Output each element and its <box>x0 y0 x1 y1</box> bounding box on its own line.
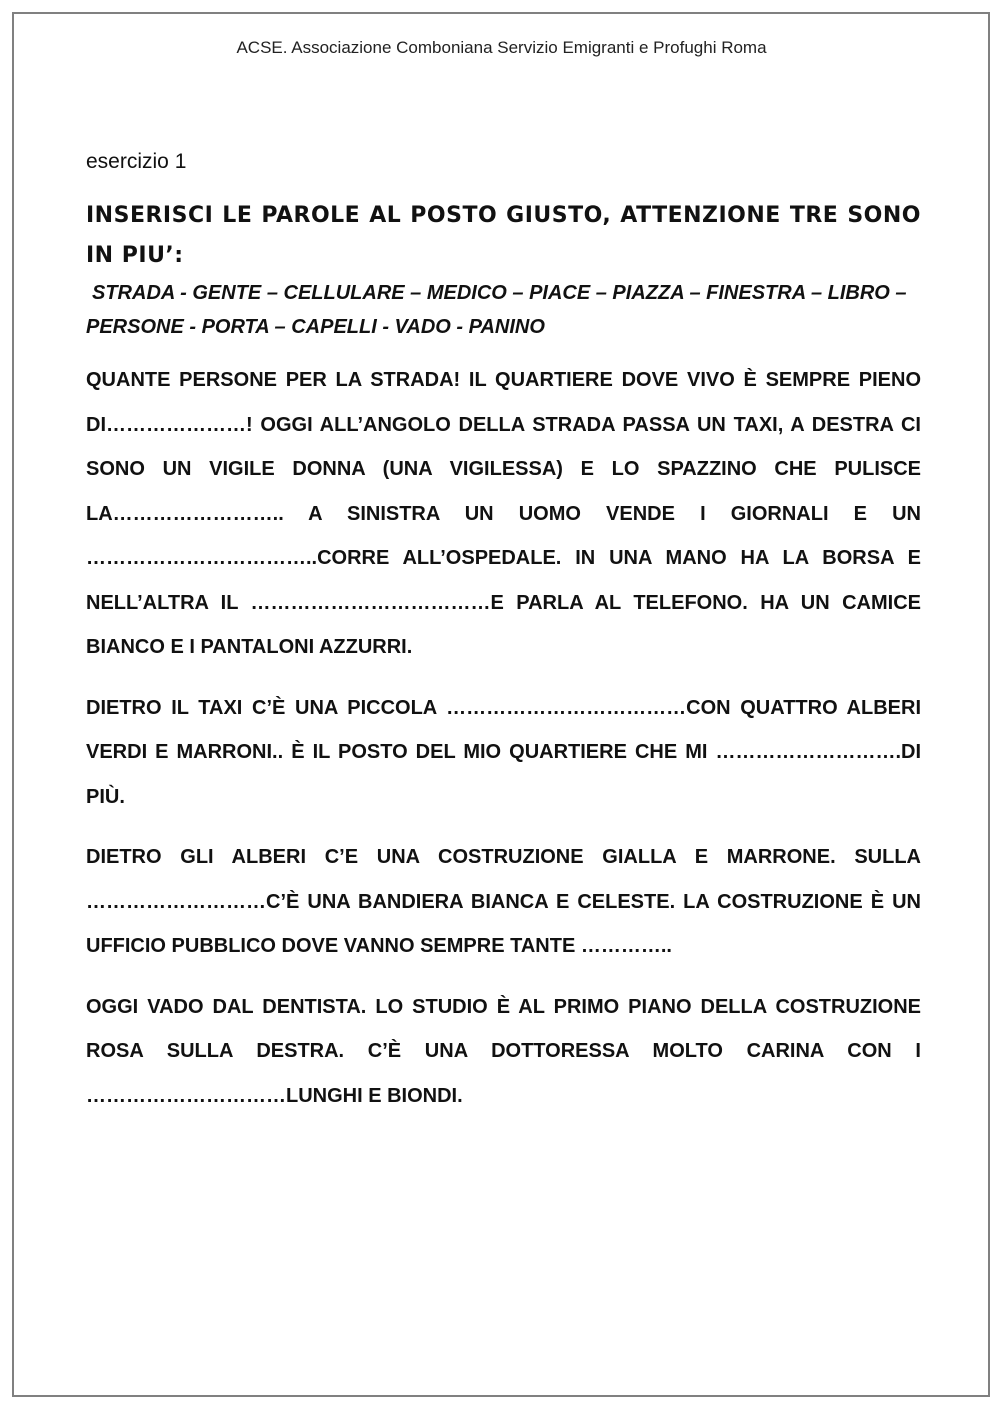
exercise-instruction: INSERISCI LE PAROLE AL POSTO GIUSTO, ATTENZIONE TRE SONO IN PIU’: <box>86 203 921 268</box>
word-bank-line-1: STRADA - GENTE – CELLULARE – MEDICO – PIACE – PIAZZA – FINESTRA – LIBRO – <box>92 282 907 304</box>
paragraph-3: DIETRO GLI ALBERI C’E UNA COSTRUZIONE GIALLA E MARRONE. SULLA ………………………C’È UNA BANDIERA BIANCA E CELESTE. LA COSTRUZIONE È UN UFFICIO PUBBLICO DOVE VANNO SEMPRE TANTE ………….. <box>86 846 921 957</box>
paragraph-2: DIETRO IL TAXI C’È UNA PICCOLA ………………………………CON QUATTRO ALBERI VERDI E MARRONI.. È IL POSTO DEL MIO QUARTIERE CHE MI ……………………….DI PIÙ. <box>86 696 921 808</box>
paragraph-1: QUANTE PERSONE PER LA STRADA! IL QUARTIERE DOVE VIVO È SEMPRE PIENO DI…………………! OGGI ALL’ANGOLO DELLA STRADA PASSA UN TAXI, A DESTRA CI SONO UN VIGILE DONNA (UNA VIGILESSA) E LO SPAZZINO CHE PULISCE LA…………………….. A SINISTRA UN UOMO VENDE I GIORNALI E UN ……………………………..CORRE ALL’OSPEDALE. IN UNA MANO HA LA BORSA E NELL’ALTRA IL ………………………………E PARLA AL TELEFONO. HA UN CAMICE BIANCO E I PANTALONI AZZURRI. <box>86 369 921 658</box>
word-bank-line-2: PERSONE - PORTA – CAPELLI - VADO - PANINO <box>86 316 545 338</box>
exercise-label: esercizio 1 <box>86 150 187 173</box>
document-body <box>86 150 921 1134</box>
page-header: ACSE. Associazione Comboniana Servizio Emigranti e Profughi Roma <box>236 38 767 57</box>
paragraph-4: OGGI VADO DAL DENTISTA. LO STUDIO È AL PRIMO PIANO DELLA COSTRUZIONE ROSA SULLA DESTRA. C’È UNA DOTTORESSA MOLTO CARINA CON I …………………………LUNGHI E BIONDI. <box>86 995 921 1107</box>
word-bank <box>86 276 921 344</box>
